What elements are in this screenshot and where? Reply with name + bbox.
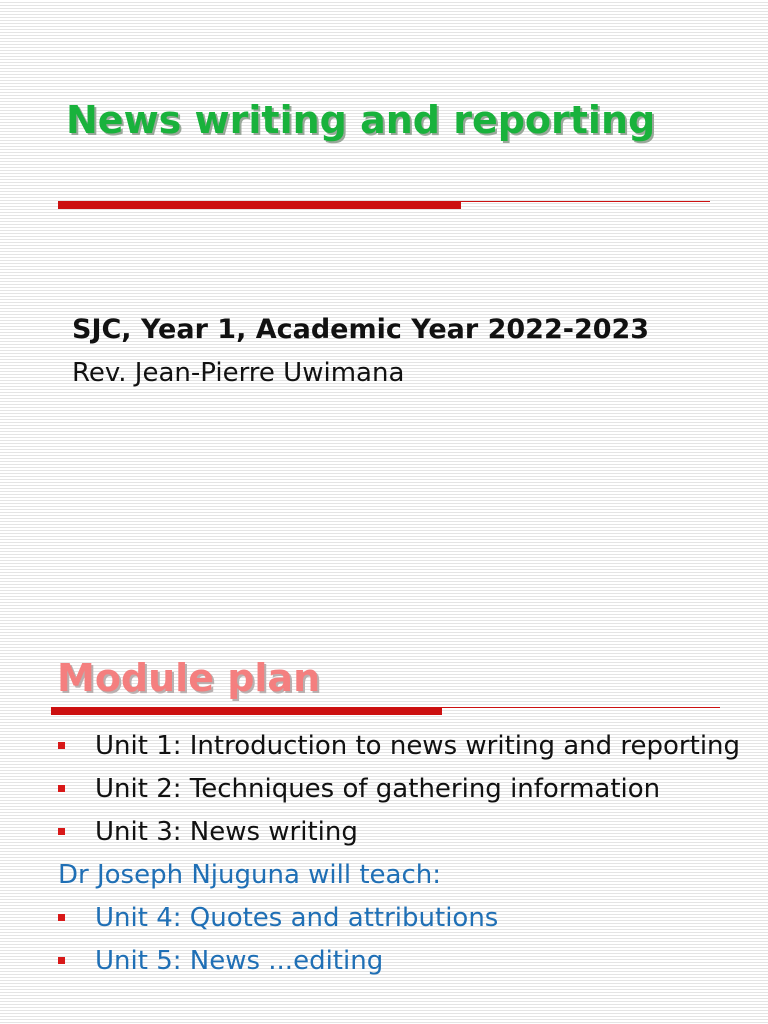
square-bullet-icon: [58, 742, 65, 749]
underline-thin-segment: [442, 707, 720, 708]
square-bullet-icon: [58, 785, 65, 792]
title-underline: [51, 707, 720, 716]
list-item: [58, 943, 748, 979]
list-item: [58, 900, 748, 936]
unit-text: Unit 4: Quotes and attributions: [95, 903, 499, 933]
unit-text: Unit 1: Introduction to news writing and reporting: [95, 731, 741, 761]
square-bullet-icon: [58, 828, 65, 835]
unit-text: Unit 5: News ...editing: [95, 946, 384, 976]
unit-list: [58, 728, 748, 986]
underline-thick-segment: [51, 707, 442, 715]
author-name: Rev. Jean-Pierre Uwimana: [72, 358, 405, 388]
unit-text: Unit 3: News writing: [95, 817, 358, 847]
slide-title: News writing and reporting: [66, 98, 656, 142]
underline-thick-segment: [58, 201, 461, 209]
square-bullet-icon: [58, 914, 65, 921]
module-plan-slide: [0, 636, 768, 1024]
underline-thin-segment: [461, 201, 710, 202]
slide-title: Module plan: [57, 656, 321, 700]
list-item: [58, 814, 748, 850]
square-bullet-icon: [58, 957, 65, 964]
unit-text: Unit 2: Techniques of gathering information: [95, 774, 661, 804]
list-item: [58, 728, 748, 764]
list-item: [58, 771, 748, 807]
course-info: SJC, Year 1, Academic Year 2022-2023: [72, 314, 650, 345]
title-underline: [58, 201, 710, 210]
note-text: Dr Joseph Njuguna will teach:: [58, 860, 442, 890]
teacher-note: [58, 857, 748, 893]
